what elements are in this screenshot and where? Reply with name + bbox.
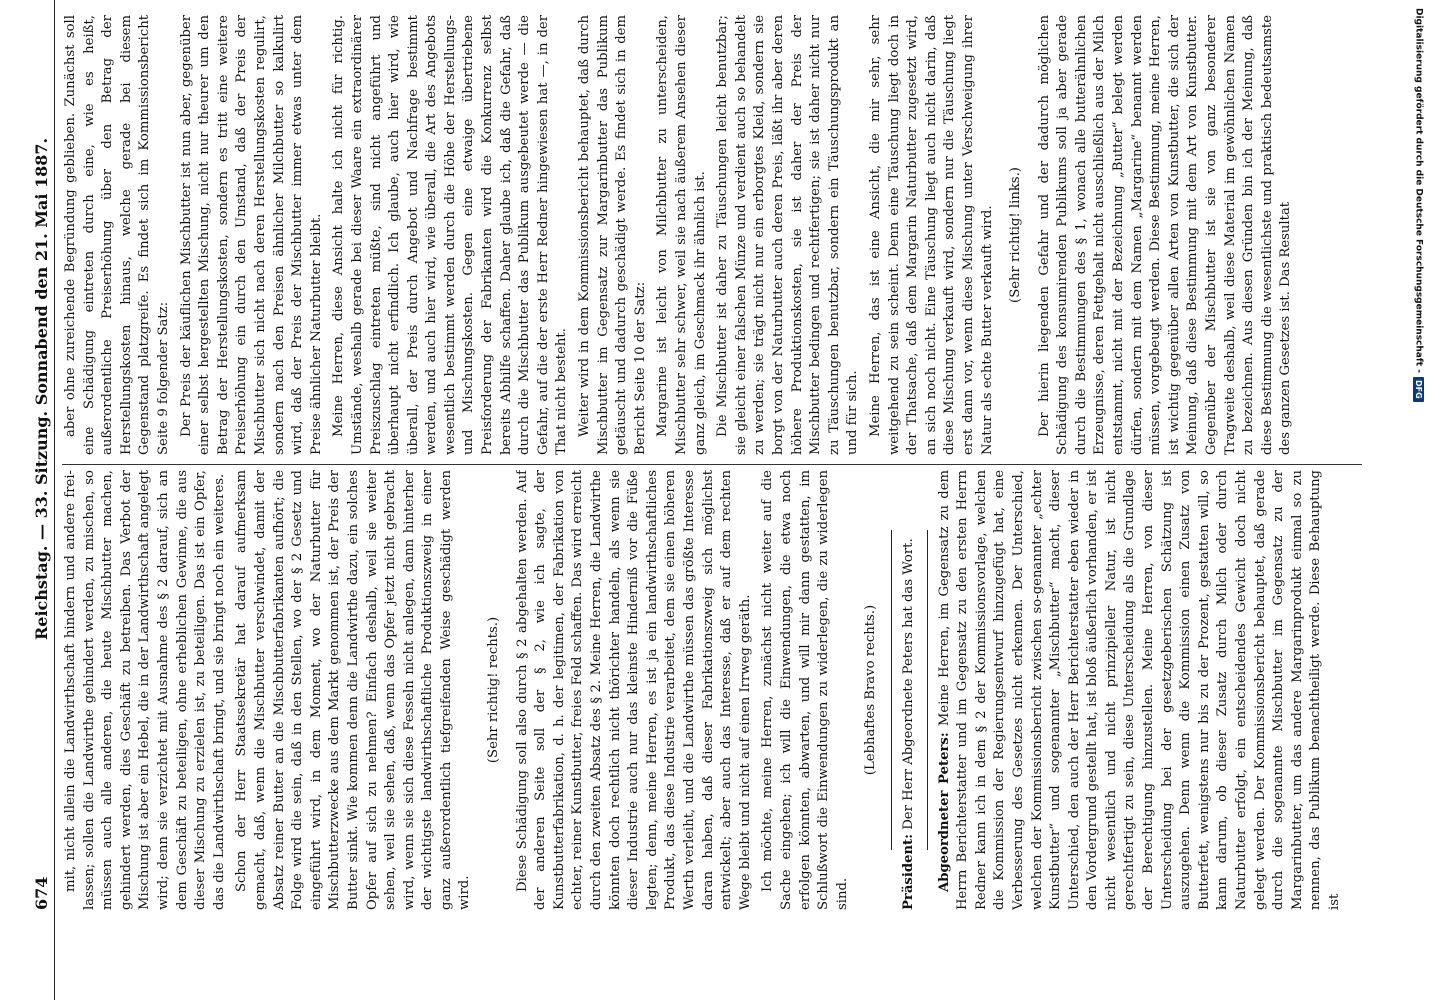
quotation: Der Preis der käuflichen Mischbutter ist nun aber, gegenüber einer selbst hergestellten Mischung, nicht nur theurer um den Betrag der Herstellungskosten, sondern es tritt eine weitere Preiserhöhung ein durch den Umstand, daß der Preis der Mischbutter sich nicht nach deren Herstellungskosten regulirt, sondern nach den Preisen ähnlicher Milchbutter so kalkulirt wird, daß der Preis der Mischbutter immer etwas unter dem Preise ähnlicher Naturbutter bleibt. [178, 15, 324, 455]
paragraph: Weiter wird in dem Kommissionsbericht behauptet, daß durch Mischbutter im Gegensatz zur Margarinbutter das Publikum getäuscht und dadurch geschädigt werde. Es findet sich in dem Bericht Seite 10 der Satz: [577, 15, 648, 455]
speaker-paragraph [936, 470, 1345, 910]
quotation: Margarine ist leicht von Milchbutter zu unterscheiden, Mischbutter sehr schwer, weil sie nach äußerem Ansehen dieser ganz gleich, im Geschmack ihr ähnlich ist. [655, 15, 708, 455]
paragraph: Meine Herren, das ist eine Ansicht, die mir sehr, sehr weitgehend zu sein scheint. Denn eine Täuschung liegt doch in der Thatsache, daß dem Margarin Naturbutter zugesetzt wird, an sich noch nicht. Eine Täuschung liegt auch nicht darin, daß diese Mischung verkauft wird, sondern nur die Täuschung liegt erst dann vor, wenn diese Mischung unter Verschweigung ihrer Natur als echte Butter verkauft wird. [867, 15, 995, 455]
credit-text: Digitalisierung gefördert durch die Deutsche Forschungsgemeinschaft - [1413, 8, 1424, 373]
paragraph: Meine Herren, diese Ansicht halte ich nicht für richtig. Umstände, weshalb gerade bei dieser Waare ein extraordinärer Preiszuschlag eintreten müßte, sind nicht angeführt und überhaupt nicht erfindlich. Ich glaube, auch hier wird, wie überall, der Preis durch Angebot und Nachfrage bestimmt werden, und auch hier wird, wie überall, die Art des Angebots wesentlich bestimmt werden durch die Höhe der Herstellungs- und Mischungskosten. Gegen eine etwaige übertriebene Preisforderung der Fabrikanten wird die Konkurrenz selbst bereits Abhilfe schaffen. Daher glaube ich, daß die Gefahr, daß durch die Mischbutter das Publikum ausgebeutet werde — die Gefahr, auf die der erste Herr Redner hingewiesen hat —, in der That nicht besteht. [331, 15, 570, 455]
text-column-right [62, 15, 1382, 455]
paragraph: Ich möchte, meine Herren, zunächst nicht weiter auf die Sache eingehen; ich will die Einwendungen, die etwa noch erfolgen könnten, abwarten, und will mir dann gestatten, im Schlußwort die Einwendungen zu widerlegen, die zu widerlegen sind. [760, 470, 850, 910]
quotation: Die Mischbutter ist daher zu Täuschungen leicht benutzbar; sie gleicht einer falschen Münze und verdient auch so behandelt zu werden; sie trägt nicht nur ein erborgtes Kleid, sondern sie borgt von der Naturbutter auch deren Preis, läßt ihr aber deren höhere Produktionskosten, sie ist daher der Preis der Mischbutter bedingen und rechtfertigen; sie ist daher nicht nur zu Täuschungen benutzbar, sondern ein Täuschungsprodukt an und für sich. [715, 15, 861, 455]
speaker-label: Präsident: [900, 833, 916, 910]
paragraph: aber ohne zureichende Begründung geblieben. Zunächst soll eine Schädigung eintreten durch eine, wie es heißt, außerordentliche Preiserhöhung über den Betrag der Herstellungskosten hinaus, welche gerade bei diesem Gegenstand platzgreife. Es findet sich im Kommissionsbericht Seite 9 folgender Satz: [63, 15, 171, 455]
speaker-text: Meine Herren, im Gegensatz zu dem Herrn Berichterstatter und im Gegensatz zu den ersten Herrn Redner kann ich in dem § 2 der Kommissionsvorlage, welchen die Kommission der Regierungsentwurf hinzugefügt hat, eine Verbesserung des Gesetzes nicht erkennen. Der Unterschied, welchen der Kommissionsbericht zwischen so-genannter „echter Kunstbutter“ und sogenannter „Mischbutter“ macht, dieser Unterschied, den auch der Herr Berichterstatter eben wieder in den Vordergrund gestellt hat, ist bloß äußerlich vorhanden, er ist nicht wesentlich und nicht prinzipieller Natur, ist nicht gerechtfertigt zu sein, diese Unterscheidung als die Grundlage der Berechtigung hinzustellen. Meine Herren, von dieser Unterscheidung bei der gesetzgeberischen Schätzung ist auszugehen. Denn wenn die Kommission einen Zusatz von Butterfett, wenigstens nur bis zu der Prozent, gestatten will, so kann darum, ob dieser Zusatz durch Milch oder durch Naturbutter erfolgt, ein entscheidendes Gewicht doch nicht gelegt werden. Der Kommissionsbericht behauptet, daß gerade durch die sogenannte Mischbutter im Gegensatz zu der Margarinbutter, um das andere Margarinprodukt einmal so zu nennen, das Publikum benachtheiligt werde. Diese Behauptung ist [936, 470, 1342, 910]
text-column-left [62, 470, 1382, 910]
paragraph: mit, nicht allein die Landwirthschaft hindern und andere frei-lassen; sollen die Landwirthe gehindert werden, zu mischen, so müssen auch alle anderen, die heute Mischbutter machen, gehindert werden, dies Geschäft zu betreiben. Das Verbot der Mischung ist aber ein Hebel, die in der Landwirthschaft angelegt wird; denn sie verzichtet mit Ausnahme des § 2 darauf, sich an dem Geschäft zu beteiligen, ohne erheblichen Gewinne, die aus dieser Mischung zu erzielen ist, zu beteiligen. Das ist ein Opfer, das die Landwirthschaft bringt, und sie bringt noch ein weiteres. [63, 470, 227, 910]
column-divider [62, 464, 1362, 465]
section-rule [927, 530, 928, 850]
dfg-logo: DFG [1413, 377, 1424, 402]
paragraph: Schon der Herr Staatssekretär hat darauf aufmerksam gemacht, daß, wenn die Mischbutter verschwindet, damit der Absatz reiner Butter an die Mischbutterfabrikanten aufhört; die Folge wird die sein, daß in den Stellen, wo der § 2 Gesetz und eingeführt wird, in dem Moment, wo der Naturbutter für Mischbutterzwecke aus dem Markt genommen ist, der Preis der Butter sinkt. Wie kommen denn die Landwirthe dazu, ein solches Opfer auf sich zu nehmen? Einfach deshalb, weil sie weiter sehen, weil sie sehen, daß, wenn das Opfer jetzt nicht gebracht wird, wenn sie sich diese Fesseln nicht anlegen, dann hinterher der wichtigste landwirthschaftliche Produktionszweig in einer ganz außerordentlich tiefgreifenden Weise geschädigt werden wird. [234, 470, 473, 910]
speaker-text: Der Herr Abgeordnete Peters hat das Wort. [900, 538, 916, 830]
applause-note: (Sehr richtig! rechts.) [486, 616, 502, 764]
running-title: Reichstag. — 33. Sitzung. Sonnabend den 21. Mai 1887. [32, 137, 51, 640]
speaker-paragraph [900, 470, 919, 910]
paragraph: Der hierin liegenden Gefahr und der dadurch möglichen Schädigung des konsumirenden Publikums soll ja aber gerade durch die Bestimmungen des § 1, wonach alle butterähnlichen Erzeugnisse, deren Fettgehalt nicht ausschließlich aus der Milch entstammt, nicht mit der Bezeichnung „Butter“ belegt werden dürfen, sondern mit dem Namen „Margarine“ benannt werden müssen, vorgebeugt werden. Diese Bestimmung, meine Herren, ist wichtig gegenüber allen Arten von Kunstbutter, die sich der Meinung, daß diese Bestimmung mit dem Art von Kunstbutter. Gegenüber der Mischbutter ist sie von ganz besonderer Tragweite deshalb, weil diese Material im gewöhnlichen Namen zu bezeichnen. Aus diesen Gründen bin ich der Meinung, daß diese Bestimmung die wesentlichste und praktisch bedeutsamste des ganzen Gesetzes ist. Das Resultat [1036, 15, 1294, 455]
applause-note: (Sehr richtig! links.) [1008, 167, 1024, 303]
page-number: 674 [32, 876, 51, 910]
paragraph: Diese Schädigung soll also durch § 2 abgehalten werden. Auf der anderen Seite soll der § 2, wie ich sagte, der Kunstbutterfabrikation, d. h. der legitimen, der Fabrikation von echter, reiner Kunstbutter, freies Feld schaffen. Das wird erreicht durch den zweiten Absatz des § 2. Meine Herren, die Landwirthe könnten doch rechtlich nicht thörichter handeln, als wenn sie dieser Industrie auch nur das kleinste Hinderniß vor die Füße legten; denn, meine Herren, es ist ja ein landwirthschaftliches Produkt, das diese Industrie verarbeitet, dem sie einen höheren Werth verleiht, und die Landwirthe müssen das größte Interesse daran haben, daß dieser Fabrikationszweig sich möglichst entwickelt; aber auch das Interesse, daß er auf dem rechten Wege bleibt und nicht auf einen Irrweg geräth. [514, 470, 753, 910]
speaker-label: Abgeordneter Peters: [936, 732, 952, 892]
digitization-credit [1413, 8, 1424, 402]
applause-note: (Lebhaftes Bravo rechts.) [863, 604, 879, 776]
page-header [14, 0, 55, 1000]
section-rule [891, 530, 892, 850]
